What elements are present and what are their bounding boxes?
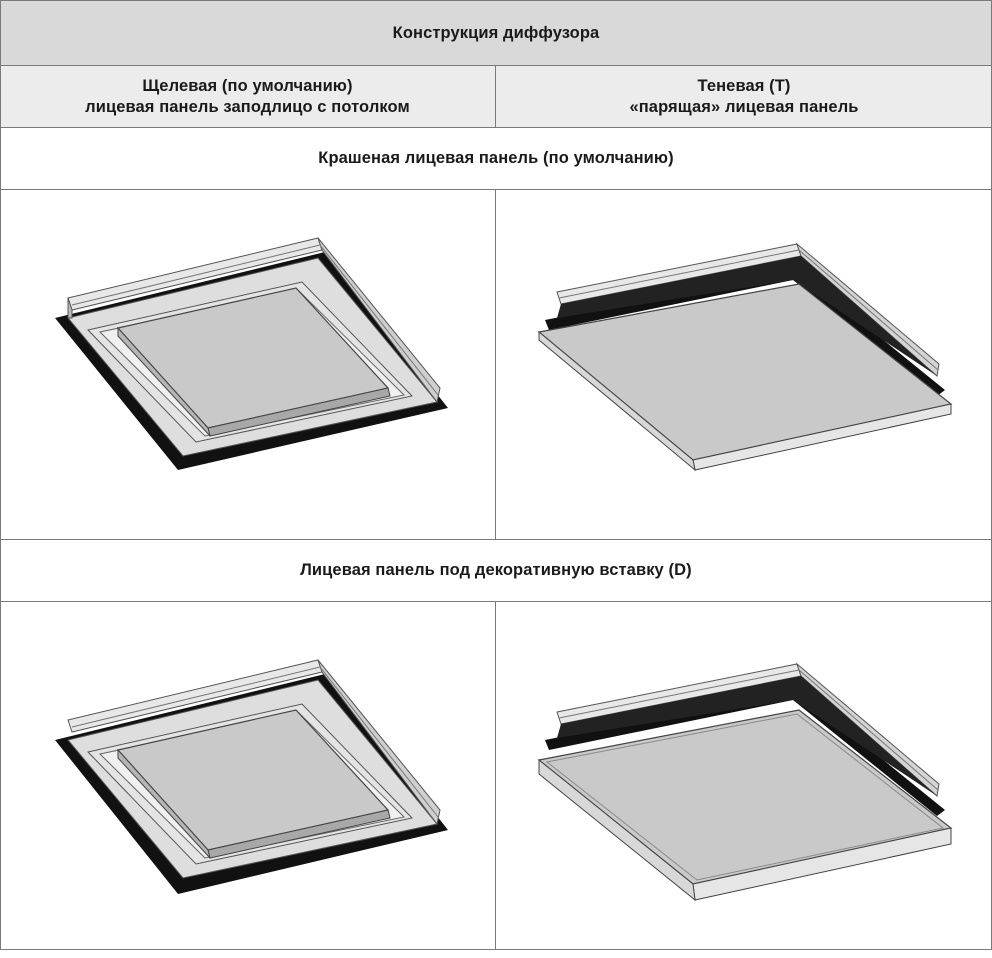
image-cell-shadow-decorative	[496, 602, 992, 949]
section-label-decorative: Лицевая панель под декоративную вставку (D)	[300, 561, 692, 579]
section-label-painted: Крашеная лицевая панель (по умолчанию)	[318, 149, 674, 167]
section-row-decorative	[0, 540, 992, 602]
column-header-row	[0, 66, 992, 128]
table-title: Конструкция диффузора	[392, 23, 600, 42]
column-divider	[495, 66, 496, 128]
diffuser-flush-painted-illustration	[0, 190, 495, 540]
column-divider	[495, 190, 496, 540]
image-cell-flush-decorative	[0, 602, 495, 949]
image-cell-shadow-painted	[496, 190, 992, 539]
section-row-painted	[0, 128, 992, 190]
column-header-shadow-line2: «парящая» лицевая панель	[629, 97, 859, 116]
column-divider	[495, 602, 496, 950]
image-row-decorative	[0, 602, 992, 950]
diffuser-shadow-decorative-illustration	[497, 602, 992, 950]
column-header-flush-line2: лицевая панель заподлицо с потолком	[85, 97, 410, 116]
column-header-flush	[0, 66, 495, 127]
column-header-flush-line1: Щелевая (по умолчанию)	[142, 76, 353, 95]
table-border-left	[0, 0, 1, 950]
column-header-shadow-line1: Теневая (Т)	[697, 76, 791, 95]
image-row-painted	[0, 190, 992, 540]
table-title-row	[0, 0, 992, 66]
diffuser-flush-decorative-illustration	[0, 602, 495, 950]
image-cell-flush-painted	[0, 190, 495, 539]
diffuser-shadow-painted-illustration	[497, 190, 992, 540]
column-header-shadow	[496, 66, 992, 127]
